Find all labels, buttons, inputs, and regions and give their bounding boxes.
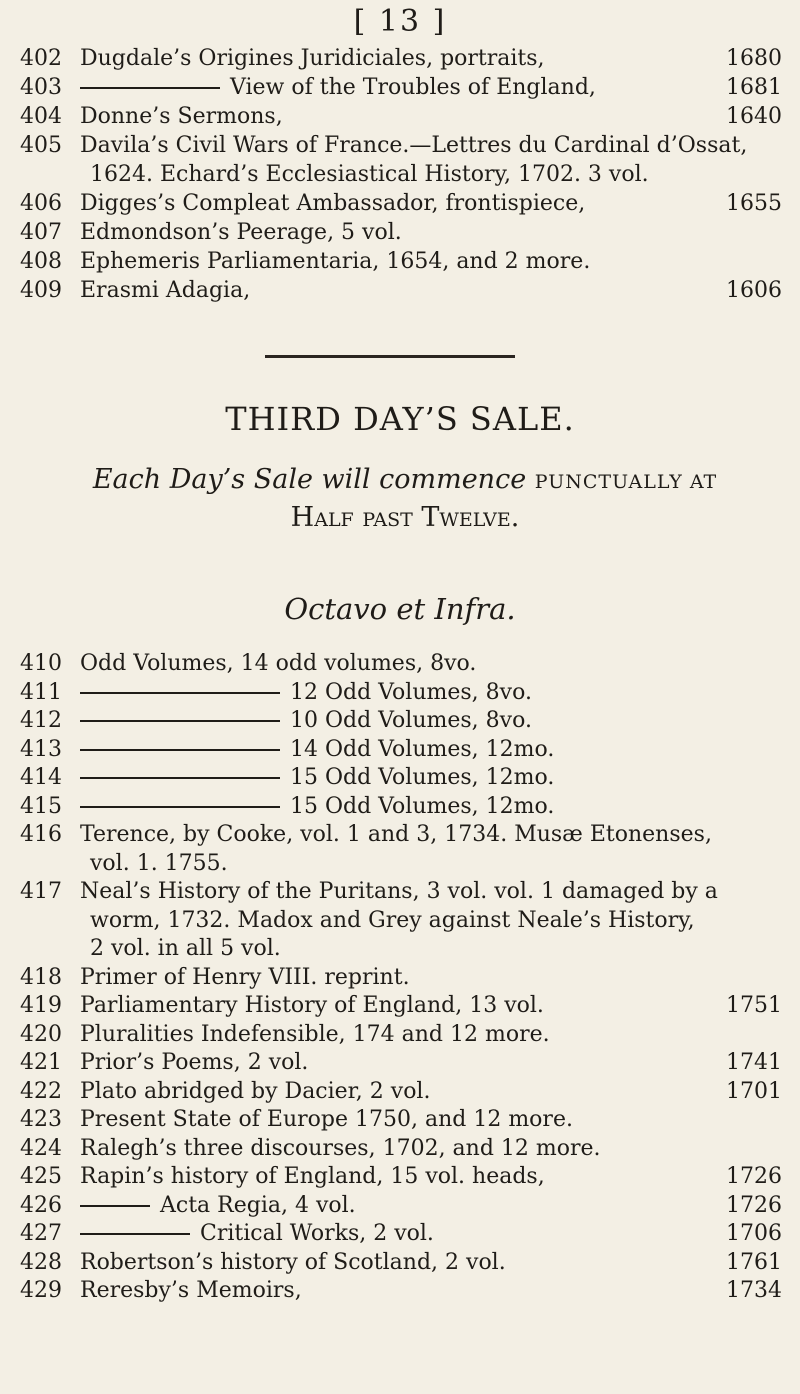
lot-number: 411 [20,679,62,705]
lot-description: Parliamentary History of England, 13 vol. [80,993,544,1018]
lot-number: 419 [20,993,62,1018]
lot-year: 1655 [726,191,782,216]
lot-description-continued: 2 vol. in all 5 vol. [90,936,281,961]
catalogue-entry [20,247,790,276]
lot-year: 1751 [726,993,782,1018]
catalogue-entry [20,679,790,708]
catalogue-entry [20,736,790,765]
lot-number: 424 [20,1135,62,1161]
lot-number: 412 [20,708,62,733]
lot-description: Plato abridged by Dacier, 2 vol. [80,1078,431,1104]
lot-number: 425 [20,1164,62,1189]
lot-description: View of the Troubles of England, [230,75,596,100]
lot-description: Acta Regia, 4 vol. [160,1192,356,1218]
lot-description: Neal’s History of the Puritans, 3 vol. vol. 1 damaged by a [80,879,718,904]
ditto-dash [80,806,280,808]
ditto-dash [80,1233,190,1235]
lot-description: Donne’s Sermons, [80,104,283,129]
lot-description-continued: vol. 1. 1755. [90,850,228,876]
sale-notice [20,462,790,536]
lot-description: Digges’s Compleat Ambassador, frontispiece, [80,191,586,216]
catalogue-entry [20,1021,790,1050]
lot-description: Davila’s Civil Wars of France.—Lettres du Cardinal d’Ossat, [80,133,748,158]
catalogue-entry [20,793,790,822]
catalogue-list-bottom [20,650,790,1306]
lot-description: 15 Odd Volumes, 12mo. [290,765,555,790]
page-number: [ 13 ] [353,4,447,39]
lot-number: 426 [20,1192,62,1218]
lot-description: Pluralities Indefensible, 174 and 12 more. [80,1021,550,1047]
lot-description: Erasmi Adagia, [80,278,251,303]
lot-description: Edmondson’s Peerage, 5 vol. [80,220,402,245]
lot-description: Robertson’s history of Scotland, 2 vol. [80,1249,506,1275]
lot-description: 15 Odd Volumes, 12mo. [290,793,555,819]
catalogue-entry [20,276,790,305]
ditto-dash [80,1205,150,1207]
catalogue-entry [20,1106,790,1135]
catalogue-entry [20,1192,790,1221]
lot-year: 1741 [726,1050,782,1075]
lot-number: 416 [20,822,62,847]
lot-number: 418 [20,964,62,990]
lot-description: Terence, by Cooke, vol. 1 and 3, 1734. Musæ Etonenses, [80,822,712,847]
lot-description: Prior’s Poems, 2 vol. [80,1050,309,1075]
catalogue-entry [20,218,790,247]
catalogue-entry [20,964,790,993]
lot-number: 429 [20,1278,62,1303]
lot-number: 403 [20,75,62,100]
lot-description: Critical Works, 2 vol. [200,1221,434,1246]
catalogue-entry [20,650,790,679]
lot-description: Primer of Henry VIII. reprint. [80,964,410,990]
lot-number: 421 [20,1050,62,1075]
catalogue-entry [20,1163,790,1192]
notice-time: Half past Twelve. [290,502,520,533]
section-rule [265,355,515,358]
lot-number: 405 [20,133,62,158]
catalogue-entry [20,131,790,189]
lot-description-continued: 1624. Echard’s Ecclesiastical History, 1702. 3 vol. [90,162,649,187]
catalogue-entry [20,1277,790,1306]
catalogue-entry [20,189,790,218]
catalogue-list-top [20,44,790,305]
ditto-dash [80,720,280,722]
catalogue-entry [20,878,790,964]
lot-year: 1680 [726,46,782,71]
notice-caps: PUNCTUALLY AT [534,471,718,493]
lot-description: Ephemeris Parliamentaria, 1654, and 2 more. [80,249,591,274]
catalogue-entry [20,707,790,736]
lot-year: 1726 [726,1164,782,1189]
lot-description: Ralegh’s three discourses, 1702, and 12 more. [80,1135,601,1161]
lot-number: 413 [20,736,62,762]
lot-number: 408 [20,249,62,274]
catalogue-entry [20,1220,790,1249]
lot-description: Odd Volumes, 14 odd volumes, 8vo. [80,651,477,676]
ditto-dash [80,777,280,779]
lot-year: 1606 [726,278,782,303]
lot-number: 402 [20,46,62,71]
catalogue-entry [20,764,790,793]
sale-heading: THIRD DAY’S SALE. [225,400,575,438]
lot-year: 1726 [726,1192,782,1218]
lot-number: 420 [20,1021,62,1047]
lot-year: 1640 [726,104,782,129]
catalogue-entry [20,992,790,1021]
lot-description: 12 Odd Volumes, 8vo. [290,679,532,705]
lot-number: 422 [20,1078,62,1104]
lot-number: 407 [20,220,62,245]
ditto-dash [80,87,220,89]
notice-lead: Each Day’s Sale will commence [92,464,527,495]
catalogue-entry [20,73,790,102]
catalogue-entry [20,1049,790,1078]
catalogue-entry [20,1135,790,1164]
lot-year: 1734 [726,1278,782,1303]
lot-year: 1701 [726,1078,782,1104]
lot-number: 409 [20,278,62,303]
lot-description: Reresby’s Memoirs, [80,1278,302,1303]
lot-number: 404 [20,104,62,129]
lot-description: Dugdale’s Origines Juridiciales, portraits, [80,46,545,71]
lot-description: Rapin’s history of England, 15 vol. heads, [80,1164,545,1189]
catalogue-entry [20,44,790,73]
lot-number: 427 [20,1221,62,1246]
catalogue-entry [20,1249,790,1278]
lot-year: 1706 [726,1221,782,1246]
lot-number: 415 [20,793,62,819]
lot-description-continued: worm, 1732. Madox and Grey against Neale’s History, [90,907,695,933]
ditto-dash [80,749,280,751]
lot-year: 1761 [726,1249,782,1275]
section-heading: Octavo et Infra. [284,592,516,626]
lot-description: 14 Odd Volumes, 12mo. [290,736,555,762]
lot-number: 406 [20,191,62,216]
lot-number: 414 [20,765,62,790]
lot-description: 10 Odd Volumes, 8vo. [290,708,532,733]
catalogue-entry [20,102,790,131]
lot-description: Present State of Europe 1750, and 12 more. [80,1107,573,1132]
lot-year: 1681 [726,75,782,100]
lot-number: 428 [20,1249,62,1275]
lot-number: 423 [20,1107,62,1132]
catalogue-entry [20,1078,790,1107]
lot-number: 417 [20,879,62,904]
ditto-dash [80,692,280,694]
lot-number: 410 [20,651,62,676]
catalogue-entry [20,821,790,878]
